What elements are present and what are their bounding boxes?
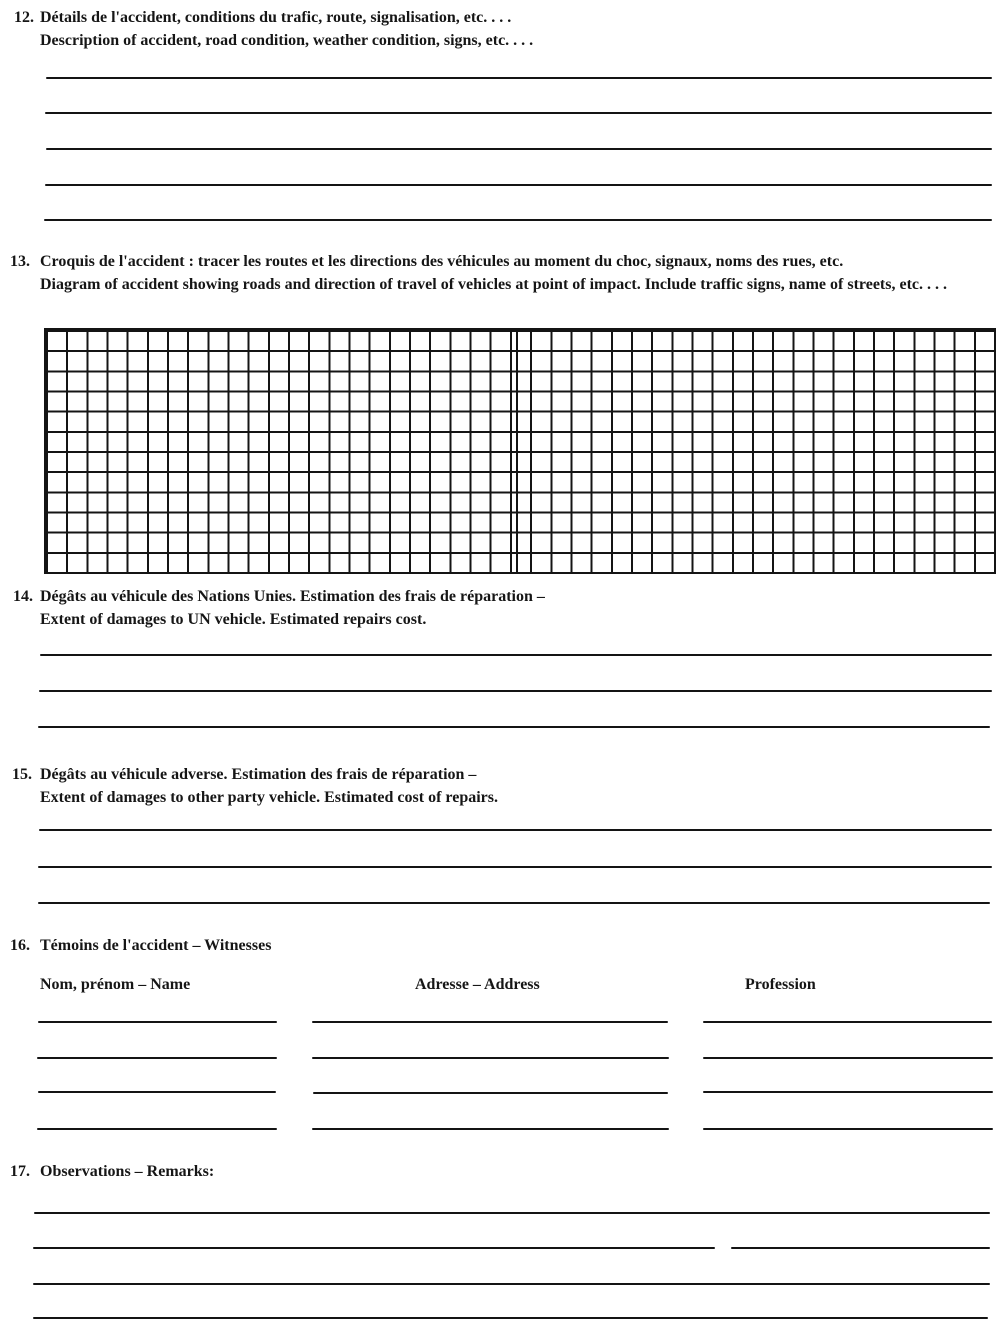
ruled-line bbox=[40, 654, 992, 656]
ruled-line bbox=[33, 1283, 990, 1285]
item-14-text-en: Extent of damages to UN vehicle. Estimated repairs cost. bbox=[40, 611, 427, 628]
ruled-line-segment bbox=[33, 1247, 715, 1249]
grid-double-line-artifact bbox=[516, 330, 518, 572]
item-15-number: 15. bbox=[12, 766, 32, 783]
ruled-line bbox=[45, 184, 992, 186]
item-17-title-text: Observations – Remarks: bbox=[40, 1163, 215, 1180]
item-14-number: 14. bbox=[13, 588, 33, 605]
witness-line-profession bbox=[703, 1091, 993, 1093]
witness-line-name bbox=[37, 1128, 277, 1130]
item-17-title bbox=[40, 1160, 992, 1183]
witness-column-address: Adresse – Address bbox=[415, 976, 540, 993]
ruled-line bbox=[39, 690, 992, 692]
ruled-line bbox=[38, 866, 992, 868]
item-12-text-en: Description of accident, road condition, weather condition, signs, etc. . . . bbox=[40, 32, 534, 49]
item-14-heading bbox=[40, 585, 992, 631]
witness-line-address bbox=[312, 1021, 668, 1023]
witness-line-name bbox=[37, 1057, 277, 1059]
ruled-line bbox=[38, 726, 990, 728]
item-12-heading bbox=[40, 6, 992, 52]
ruled-line bbox=[46, 77, 992, 79]
witness-line-address bbox=[312, 1057, 669, 1059]
item-12-text-fr: Détails de l'accident, conditions du trafic, route, signalisation, etc. . . . bbox=[40, 9, 512, 26]
item-13-text-fr: Croquis de l'accident : tracer les routes et les directions des véhicules au moment du choc, signaux, noms des rues, etc. bbox=[40, 253, 844, 270]
ruled-line bbox=[46, 148, 992, 150]
witness-line-name bbox=[38, 1021, 277, 1023]
ruled-line-segment bbox=[731, 1247, 990, 1249]
item-17-number: 17. bbox=[10, 1163, 30, 1180]
item-14-text-fr: Dégâts au véhicule des Nations Unies. Estimation des frais de réparation – bbox=[40, 588, 545, 605]
witness-line-name bbox=[38, 1091, 276, 1093]
item-16-number: 16. bbox=[10, 937, 30, 954]
item-15-text-en: Extent of damages to other party vehicle. Estimated cost of repairs. bbox=[40, 789, 498, 806]
diagram-grid bbox=[44, 328, 996, 574]
witness-line-profession bbox=[703, 1128, 993, 1130]
witness-line-address bbox=[312, 1128, 669, 1130]
item-15-heading bbox=[40, 763, 992, 809]
ruled-line bbox=[38, 902, 990, 904]
witness-line-profession bbox=[703, 1021, 992, 1023]
witness-column-name: Nom, prénom – Name bbox=[40, 976, 191, 993]
item-13-text-en: Diagram of accident showing roads and direction of travel of vehicles at point of impact. Include traffic signs, name of streets, etc. . . . bbox=[40, 276, 948, 293]
item-12-number: 12. bbox=[14, 9, 34, 26]
item-16-title bbox=[40, 934, 992, 957]
ruled-line bbox=[34, 1212, 990, 1214]
ruled-line bbox=[44, 219, 992, 221]
item-16-title-text: Témoins de l'accident – Witnesses bbox=[40, 937, 272, 954]
ruled-line bbox=[45, 112, 992, 114]
item-15-text-fr: Dégâts au véhicule adverse. Estimation des frais de réparation – bbox=[40, 766, 477, 783]
ruled-line bbox=[39, 829, 992, 831]
witness-line-profession bbox=[703, 1057, 993, 1059]
item-13-heading bbox=[40, 250, 992, 296]
ruled-line bbox=[33, 1317, 988, 1319]
witness-column-profession: Profession bbox=[745, 976, 816, 993]
witness-line-address bbox=[313, 1092, 668, 1094]
item-13-number: 13. bbox=[10, 253, 30, 270]
